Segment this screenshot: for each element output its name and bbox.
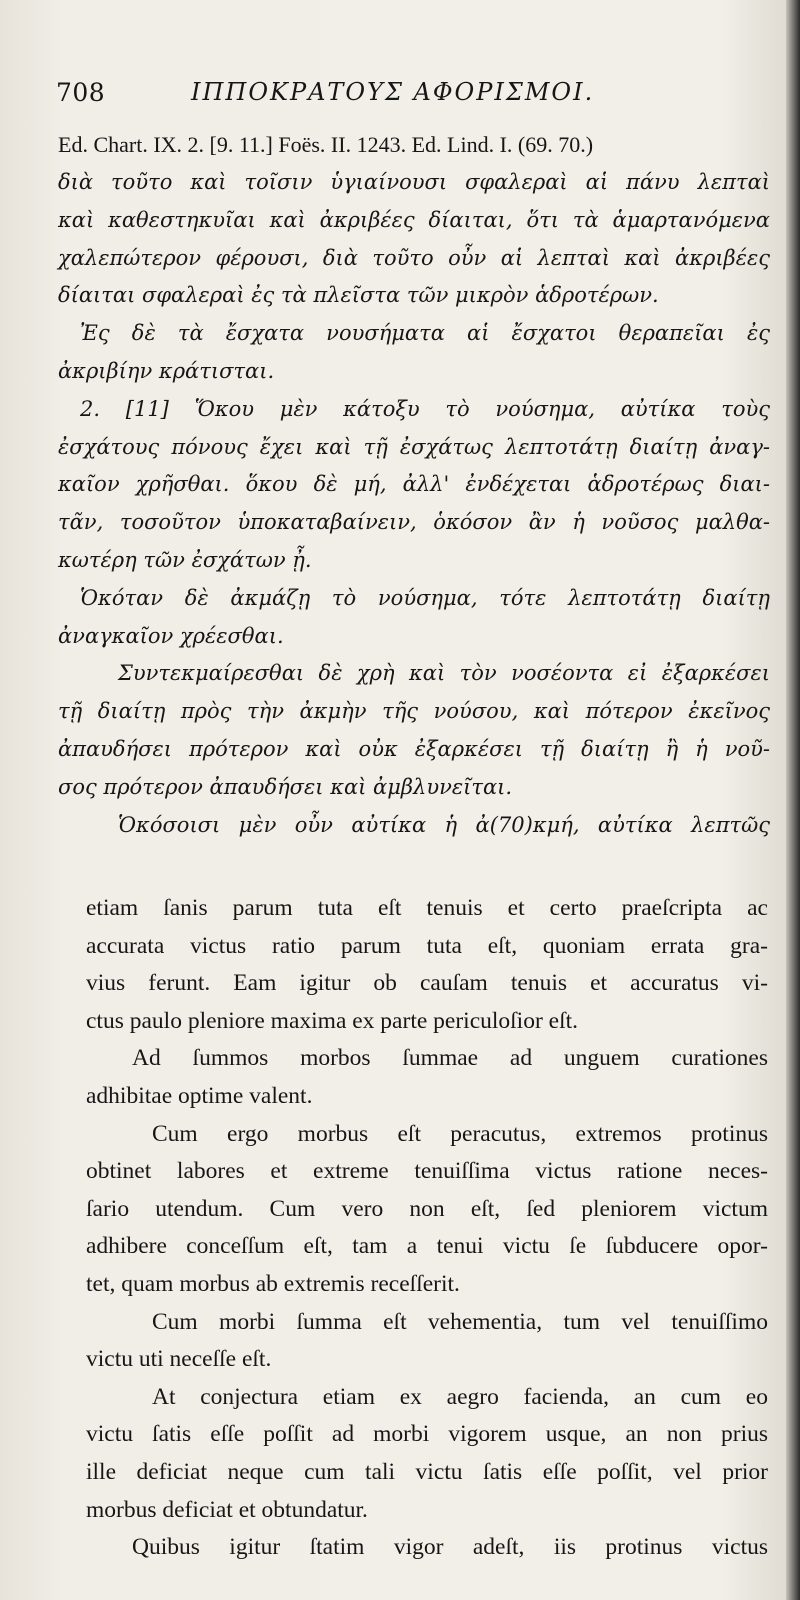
latin-line: ſario utendum. Cum vero non eſt, ſed pleniorem victum [86,1195,768,1222]
latin-line: adhibitae optime valent. [86,1082,313,1109]
greek-line: ἐσχάτους πόνους ἔχει καὶ τῇ ἐσχάτως λεπτοτάτῃ διαίτῃ ἀναγ- [58,434,770,459]
latin-line: morbus deficiat et obtundatur. [86,1496,368,1523]
latin-line: Cum ergo morbus eſt peracutus, extremos protinus [152,1120,768,1147]
greek-line: Ὁκόσοισι μὲν οὖν αὐτίκα ἡ ἀ(70)κμή, αὐτίκα λεπτῶς [118,812,770,837]
greek-line: καῖον χρῆσθαι. ὅκου δὲ μή, ἀλλ' ἐνδέχεται ἁδροτέρως διαι- [58,472,770,497]
latin-line: Ad ſummos morbos ſummae ad unguem curationes [132,1045,768,1072]
greek-line: τῇ διαίτῃ πρὸς τὴν ἀκμὴν τῆς νούσου, καὶ πότερον ἐκεῖνος [58,699,770,724]
greek-line: χαλεπώτερον φέρουσι, διὰ τοῦτο οὖν αἱ λεπταὶ καὶ ἀκριβέες [58,245,770,270]
latin-line: Cum morbi ſumma eſt vehementia, tum vel tenuiſſimo [152,1308,768,1335]
greek-line: δίαιται σφαλεραὶ ἐς τὰ πλεῖστα τῶν μικρὸν ἁδροτέρων. [58,283,659,308]
latin-line: ille deficiat neque cum tali victu ſatis eſſe poſſit, vel prior [86,1458,768,1485]
latin-line: Quibus igitur ſtatim vigor adeſt, iis protinus victus [132,1534,768,1561]
latin-line: etiam ſanis parum tuta eſt tenuis et certo praeſcripta ac [86,895,768,921]
greek-line: ἀκριβίην κράτισται. [58,358,275,383]
greek-line: διὰ τοῦτο καὶ τοῖσιν ὑγιαίνουσι σφαλεραὶ αἱ πάνυ λεπταὶ [58,170,770,194]
edition-reference-line: Ed. Chart. IX. 2. [9. 11.] Foës. II. 1243. Ed. Lind. I. (69. 70.) [58,132,594,157]
page-edge-shadow [786,0,800,1600]
greek-line: 2. [11] Ὅκου μὲν κάτοξυ τὸ νούσημα, αὐτίκα τοὺς [80,396,770,421]
latin-line: victu ſatis eſſe poſſit ad morbi vigorem usque, an non prius [86,1421,768,1448]
greek-line: ἀναγκαῖον χρέεσθαι. [58,623,284,648]
latin-line: victu uti neceſſe eſt. [86,1346,272,1373]
greek-line: Συντεκμαίρεσθαι δὲ χρὴ καὶ τὸν νοσέοντα εἰ ἐξαρκέσει [118,661,770,686]
latin-translation-block [86,890,768,1567]
page-number: 708 [56,78,106,107]
greek-line: ἀπαυδήσει πρότερον καὶ οὐκ ἐξαρκέσει τῇ διαίτῃ ἢ ἡ νοῦ- [58,736,770,761]
greek-line: κωτέρη τῶν ἐσχάτων ᾖ. [58,547,312,572]
latin-line: adhibere conceſſum eſt, tam a tenui victu ſe ſubducere opor- [86,1233,768,1260]
latin-line: vius ferunt. Eam igitur ob cauſam tenuis et accuratus vi- [86,970,768,997]
latin-line: obtinet labores et extreme tenuiſſima victus ratione neces- [86,1158,768,1185]
greek-line: Ἐς δὲ τὰ ἔσχατα νουσήματα αἱ ἔσχατοι θεραπεῖαι ἐς [80,321,770,346]
latin-line: At conjectura etiam ex aegro facienda, an cum eo [152,1383,768,1410]
page-header [56,78,746,118]
running-title: ΙΠΠΟΚΡΑΤΟΥΣ ΑΦΟΡΙΣΜΟΙ. [191,78,595,106]
latin-line: accurata victus ratio parum tuta eſt, quoniam errata gra- [86,932,768,959]
greek-line: σος πρότερον ἀπαυδήσει καὶ ἀμβλυνεῖται. [58,774,513,799]
latin-line: ctus paulo pleniore maxima ex parte periculoſior eſt. [86,1007,579,1034]
greek-text-block [58,164,770,844]
greek-line: τᾶν, τοσοῦτον ὑποκαταβαίνειν, ὁκόσον ἂν ἡ νοῦσος μαλθα- [58,510,770,535]
greek-line: Ὁκόταν δὲ ἀκμάζῃ τὸ νούσημα, τότε λεπτοτάτῃ διαίτῃ [80,585,770,610]
greek-line: καὶ καθεστηκυῖαι καὶ ἀκριβέες δίαιται, ὅτι τὰ ἁμαρτανόμενα [58,207,770,232]
latin-line: tet, quam morbus ab extremis receſſerit. [86,1270,460,1297]
